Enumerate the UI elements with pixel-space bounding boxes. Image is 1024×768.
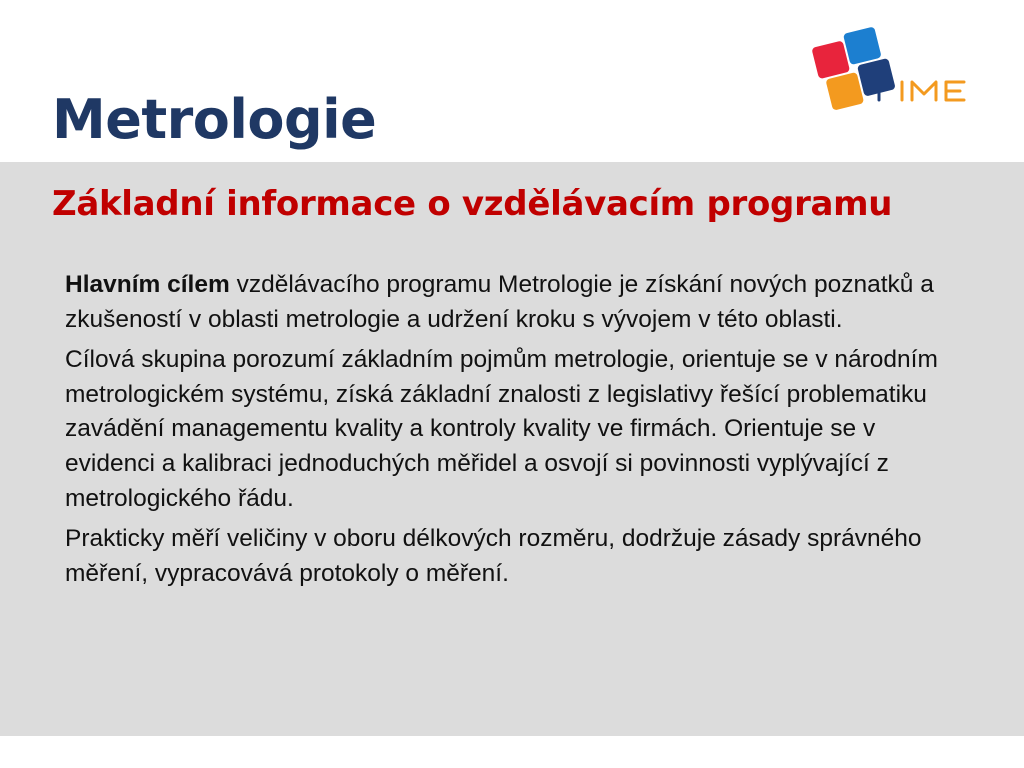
main-goal-text: vzdělávacího programu Metrologie je získání nových poznatků a zkušeností v oblasti metrologie a udržení kroku s vývojem v této oblasti.: [65, 271, 934, 333]
paragraph-practice: Prakticky měří veličiny v oboru délkových rozměru, dodržuje zásady správného měření, vypracovává protokoly o měření.: [65, 525, 922, 587]
slide-title: Metrologie: [52, 88, 377, 151]
main-goal-lead: Hlavním cílem: [65, 271, 230, 298]
body-text: [65, 268, 965, 597]
paragraph-target-group: Cílová skupina porozumí základním pojmům metrologie, orientuje se v národním metrologickém systému, získá základní znalosti z legislativy řešící problematiku zavádění managementu kvality a kontroly kvality ve firmách. Orientuje se v evidenci a kalibraci jednoduchých měřidel a osvojí si povinnosti vyplývající z metrologického řádu.: [65, 346, 938, 512]
slide-subtitle: Základní informace o vzdělávacím programu: [52, 184, 893, 224]
time-logo: [808, 24, 988, 120]
paragraph-main-goal: [65, 268, 965, 337]
